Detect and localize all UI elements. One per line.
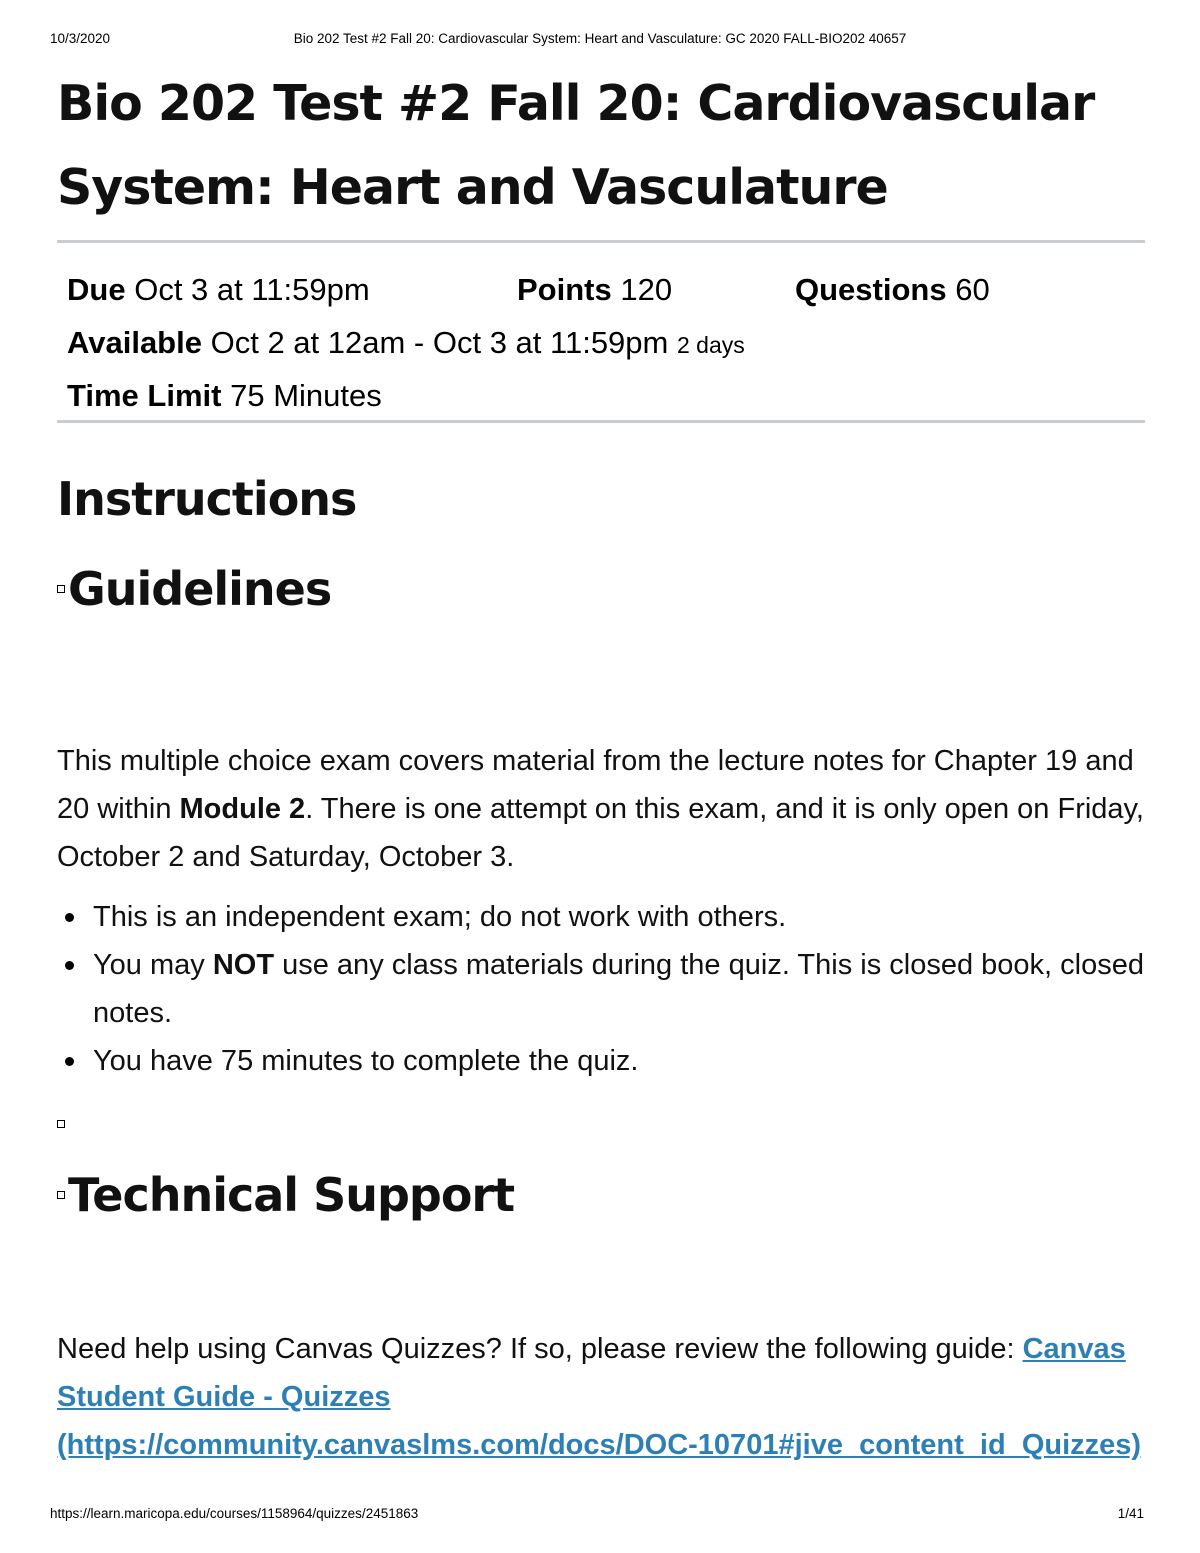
time-limit: Time Limit 75 Minutes: [67, 378, 382, 413]
exam-rules-list: [57, 893, 1147, 1085]
quiz-details: [57, 243, 1147, 418]
help-text: Need help using Canvas Quizzes? If so, please review the following guide: Canvas Student Guide - Quizzes (https://community.canvaslms.com/docs/DOC-10701#jive_content_id_Quizzes): [57, 1333, 1142, 1461]
details-row-1: [67, 263, 1147, 316]
due-date: Due Oct 3 at 11:59pm: [67, 272, 370, 307]
exam-description: This multiple choice exam covers material from the lecture notes for Chapter 19 and 20 within Module 2. There is one attempt on this exam, and it is only open on Friday, October 2 and Saturday, October 3.: [57, 745, 1144, 873]
quiz-content: [57, 62, 1147, 1469]
print-date: 10/3/2020: [50, 31, 111, 46]
availability-duration: 2 days: [676, 332, 745, 358]
quiz-title-line2: System: Heart and Vasculature: [57, 159, 888, 216]
list-item: This is an independent exam; do not work with others.: [93, 893, 1147, 941]
canvas-guide-link[interactable]: Canvas Student Guide - Quizzes: [57, 1333, 1126, 1413]
list-item: You may NOT use any class materials during the quiz. This is closed book, closed notes.: [93, 941, 1147, 1037]
list-item: You have 75 minutes to complete the quiz.: [93, 1037, 1147, 1085]
print-footer: [0, 1506, 1200, 1526]
points: Points 120: [517, 272, 673, 307]
guidelines-heading: Guidelines: [57, 559, 1147, 619]
square-bullet-icon: [57, 585, 65, 593]
instructions-heading: Instructions: [57, 472, 357, 526]
square-bullet-icon: [57, 1120, 65, 1128]
spacer-marker: [57, 1115, 1147, 1135]
canvas-guide-url-link[interactable]: (https://community.canvaslms.com/docs/DOC-10701#jive_content_id_Quizzes): [57, 1429, 1142, 1461]
print-header: [0, 31, 1200, 51]
availability: Available Oct 2 at 12am - Oct 3 at 11:59pm 2 days: [67, 325, 745, 360]
print-url: https://learn.maricopa.edu/courses/1158964/quizzes/2451863: [50, 1506, 419, 1521]
quiz-title-line1: Bio 202 Test #2 Fall 20: Cardiovascular: [57, 75, 1095, 132]
square-bullet-icon: [57, 1191, 65, 1199]
print-page-title: Bio 202 Test #2 Fall 20: Cardiovascular System: Heart and Vasculature: GC 2020 FALL-BIO202 40657: [293, 31, 907, 46]
quiz-title: [57, 62, 1147, 230]
questions-count: Questions 60: [795, 272, 990, 307]
page-number: 1/41: [1117, 1506, 1144, 1521]
technical-support-heading: Technical Support: [57, 1165, 1147, 1225]
